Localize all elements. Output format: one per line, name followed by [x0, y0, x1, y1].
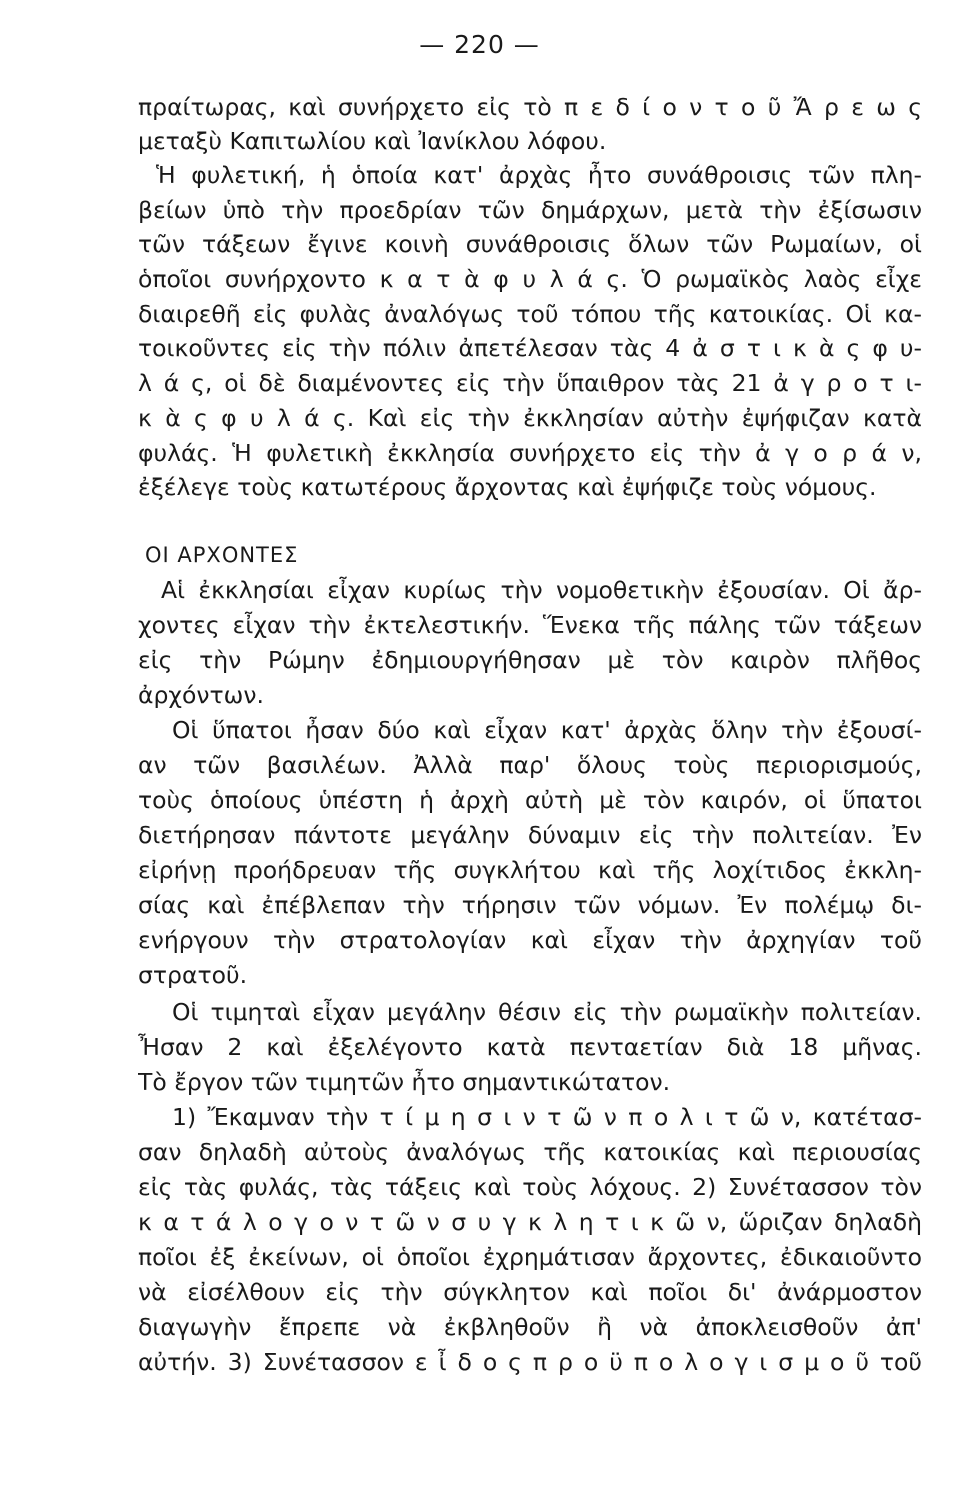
text-line: ὁποῖοι συνήρχοντο κ α τ ὰ φ υ λ ά ς. Ὁ ρωμαϊκὸς λαὸς εἶχε: [138, 265, 922, 293]
text-line: χοντες εἶχαν τὴν ἐκτελεστικήν. Ἕνεκα τῆς πάλης τῶν τάξεων: [138, 611, 922, 639]
text-line: Οἱ ὕπατοι ἦσαν δύο καὶ εἶχαν κατ' ἀρχὰς ὅλην τὴν ἐξουσί-: [172, 716, 922, 744]
section-heading: ΟΙ ΑΡΧΟΝΤΕΣ: [145, 543, 299, 567]
text-line: σαν δηλαδὴ αὐτοὺς ἀναλόγως τῆς κατοικίας καὶ περιουσίας: [138, 1138, 922, 1166]
text-line: Αἱ ἐκκλησίαι εἶχαν κυρίως τὴν νομοθετικὴν ἐξουσίαν. Οἱ ἄρ-: [161, 576, 922, 604]
text-line: εἰς τὰς φυλάς, τὰς τάξεις καὶ τοὺς λόχους. 2) Συνέτασσον τὸν: [138, 1173, 922, 1201]
text-line: τῶν τάξεων ἔγινε κοινὴ συνάθροισις ὅλων τῶν Ρωμαίων, οἱ: [138, 230, 922, 258]
text-line: σίας καὶ ἐπέβλεπαν τὴν τήρησιν τῶν νόμων. Ἐν πολέμῳ δι-: [138, 891, 922, 919]
text-line: Ἦσαν 2 καὶ ἐξελέγοντο κατὰ πενταετίαν διὰ 18 μῆνας.: [138, 1033, 922, 1061]
text-line: διαγωγὴν ἔπρεπε νὰ ἐκβληθοῦν ἢ νὰ ἀποκλεισθοῦν ἀπ': [138, 1313, 922, 1341]
text-line: ενήργουν τὴν στρατολογίαν καὶ εἶχαν τὴν ἀρχηγίαν τοῦ: [138, 926, 922, 954]
text-line: Ἡ φυλετική, ἡ ὁποία κατ' ἀρχὰς ἦτο συνάθροισις τῶν πλη-: [156, 161, 922, 189]
text-line: βείων ὑπὸ τὴν προεδρίαν τῶν δημάρχων, μετὰ τὴν ἐξίσωσιν: [138, 196, 922, 224]
text-line: κ ὰ ς φ υ λ ά ς. Καὶ εἰς τὴν ἐκκλησίαν αὐτὴν ἐψήφιζαν κατὰ: [138, 404, 922, 432]
text-line: εἰρήνῃ προήδρευαν τῆς συγκλήτου καὶ τῆς λοχίτιδος ἐκκλη-: [138, 856, 922, 884]
page-number: — 220 —: [419, 30, 540, 59]
text-line: ἐξέλεγε τοὺς κατωτέρους ἄρχοντας καὶ ἐψήφιζε τοὺς νόμους.: [138, 473, 877, 501]
text-line: αὐτήν. 3) Συνέτασσον ε ἶ δ ο ς π ρ ο ϋ π ο λ ο γ ι σ μ ο ῦ τοῦ: [138, 1348, 922, 1376]
text-line: τοὺς ὁποίους ὑπέστη ἡ ἀρχὴ αὐτὴ μὲ τὸν καιρόν, οἱ ὕπατοι: [138, 786, 922, 814]
text-line: ἀρχόντων.: [138, 681, 264, 709]
text-line: κ α τ ά λ ο γ ο ν τ ῶ ν σ υ γ κ λ η τ ι κ ῶ ν, ὥριζαν δηλαδὴ: [138, 1208, 922, 1236]
text-line: τοικοῦντες εἰς τὴν πόλιν ἀπετέλεσαν τὰς 4 ἀ σ τ ι κ ὰ ς φ υ-: [138, 334, 922, 362]
text-line: αν τῶν βασιλέων. Ἀλλὰ παρ' ὅλους τοὺς περιορισμούς,: [138, 751, 922, 779]
text-line: στρατοῦ.: [138, 961, 248, 989]
text-line: διαιρεθῆ εἰς φυλὰς ἀναλόγως τοῦ τόπου τῆς κατοικίας. Οἱ κα-: [138, 300, 922, 328]
text-line: Τὸ ἔργον τῶν τιμητῶν ἦτο σημαντικώτατον.: [138, 1068, 671, 1096]
text-line: μεταξὺ Καπιτωλίου καὶ Ἰανίκλου λόφου.: [138, 127, 607, 155]
text-line: πραίτωρας, καὶ συνήρχετο εἰς τὸ π ε δ ί ο ν τ ο ῦ Ἄ ρ ε ω ς: [138, 93, 922, 121]
text-line: Οἱ τιμηταὶ εἶχαν μεγάλην θέσιν εἰς τὴν ρωμαϊκὴν πολιτείαν.: [172, 998, 922, 1026]
text-line: διετήρησαν πάντοτε μεγάλην δύναμιν εἰς τὴν πολιτείαν. Ἐν: [138, 821, 922, 849]
text-line: εἰς τὴν Ρώμην ἐδημιουργήθησαν μὲ τὸν καιρὸν πλῆθος: [138, 646, 922, 674]
text-line: ποῖοι ἐξ ἐκείνων, οἱ ὁποῖοι ἐχρημάτισαν ἄρχοντες, ἐδικαιοῦντο: [138, 1243, 922, 1271]
text-line: νὰ εἰσέλθουν εἰς τὴν σύγκλητον καὶ ποῖοι δι' ἀνάρμοστον: [138, 1278, 922, 1306]
text-line: 1) Ἔκαμναν τὴν τ ί μ η σ ι ν τ ῶ ν π ο λ ι τ ῶ ν, κατέτασ-: [172, 1103, 922, 1131]
text-line: φυλάς. Ἡ φυλετικὴ ἐκκλησία συνήρχετο εἰς τὴν ἀ γ ο ρ ά ν,: [138, 439, 922, 467]
text-line: λ ά ς, οἱ δὲ διαμένοντες εἰς τὴν ὕπαιθρον τὰς 21 ἀ γ ρ ο τ ι-: [138, 369, 922, 397]
